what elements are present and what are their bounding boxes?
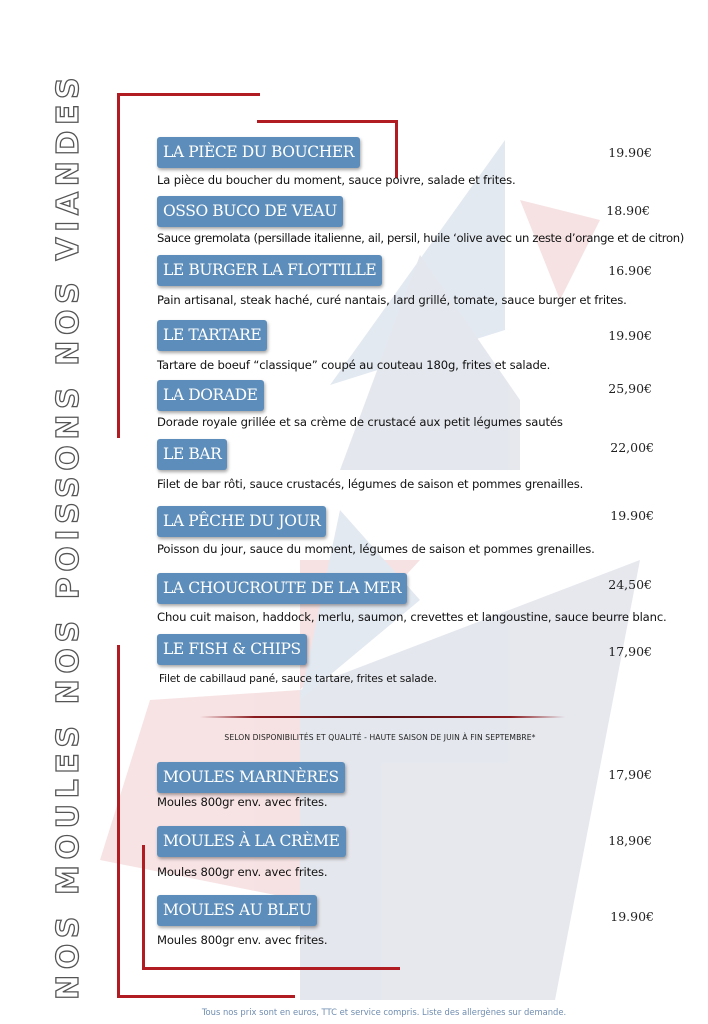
dish-description: Moules 800gr env. avec frites. <box>157 865 328 879</box>
dish-name: LA PIÈCE DU BOUCHER <box>157 137 360 168</box>
dish-description: Dorade royale grillée et sa crème de crustacé aux petit légumes sautés <box>157 415 563 429</box>
dish-price: 16.90€ <box>608 263 652 278</box>
dish-price: 17,90€ <box>608 767 652 782</box>
dish-description: Sauce gremolata (persillade italienne, ail, persil, huile ‘olive avec un zeste d’orange et de citron) <box>157 231 684 245</box>
dish-description: Pain artisanal, steak haché, curé nantais, lard grillé, tomate, sauce burger et frites. <box>157 293 627 307</box>
dish-price: 19.90€ <box>610 909 654 924</box>
dish-price: 19.90€ <box>608 328 652 343</box>
dish-price: 19.90€ <box>610 508 654 523</box>
dish-price: 22,00€ <box>610 440 654 455</box>
dish-name: LA PÊCHE DU JOUR <box>157 506 326 537</box>
bracket-bottom-vertical <box>117 645 120 998</box>
dish-name: LE TARTARE <box>157 320 267 351</box>
dish-name: LE FISH & CHIPS <box>157 634 307 665</box>
bracket-top-horizontal <box>117 93 260 96</box>
dish-description: La pièce du boucher du moment, sauce poivre, salade et frites. <box>157 173 516 187</box>
dish-price: 19.90€ <box>608 145 652 160</box>
dish-price: 18,90€ <box>608 833 652 848</box>
dish-name: LE BAR <box>157 439 227 470</box>
dish-name: OSSO BUCO DE VEAU <box>157 196 343 227</box>
footer-note: Tous nos prix sont en euros, TTC et service compris. Liste des allergènes sur demande. <box>201 1007 567 1017</box>
dish-description: Tartare de boeuf “classique” coupé au couteau 180g, frites et salade. <box>157 358 551 372</box>
inner-bottom-horizontal <box>142 967 400 970</box>
dish-description: Filet de cabillaud pané, sauce tartare, frites et salade. <box>159 673 437 685</box>
dish-name: MOULES AU BLEU <box>157 895 317 926</box>
dish-name: MOULES À LA CRÈME <box>157 826 346 857</box>
dish-name: LE BURGER LA FLOTTILLE <box>157 255 382 286</box>
dish-price: 17,90€ <box>608 644 652 659</box>
dish-name: MOULES MARINÈRES <box>157 762 345 793</box>
bracket-bottom-horizontal <box>117 995 295 998</box>
dish-description: Poisson du jour, sauce du moment, légumes de saison et pommes grenailles. <box>157 542 595 556</box>
dish-price: 18.90€ <box>606 203 650 218</box>
inner-right-vertical <box>395 120 398 178</box>
vertical-section-title: NOS MOULES NOS POISSONS NOS VIANDES <box>51 71 86 1000</box>
dish-description: Moules 800gr env. avec frites. <box>157 795 328 809</box>
availability-note: SELON DISPONIBILITÉS ET QUALITÉ - HAUTE SAISON DE JUIN À FIN SEPTEMBRE* <box>224 733 536 742</box>
dish-description: Filet de bar rôti, sauce crustacés, légumes de saison et pommes grenailles. <box>157 477 584 491</box>
dish-name: LA CHOUCROUTE DE LA MER <box>157 573 407 604</box>
separator-rule <box>200 716 565 718</box>
bracket-top-vertical <box>117 93 120 438</box>
dish-description: Chou cuit maison, haddock, merlu, saumon, crevettes et langoustine, sauce beurre blanc. <box>157 610 667 624</box>
inner-left-vertical <box>142 845 145 970</box>
dish-price: 25,90€ <box>608 381 652 396</box>
dish-description: Moules 800gr env. avec frites. <box>157 933 328 947</box>
dish-name: LA DORADE <box>157 380 264 411</box>
dish-price: 24,50€ <box>608 577 652 592</box>
inner-top-horizontal <box>257 120 397 123</box>
